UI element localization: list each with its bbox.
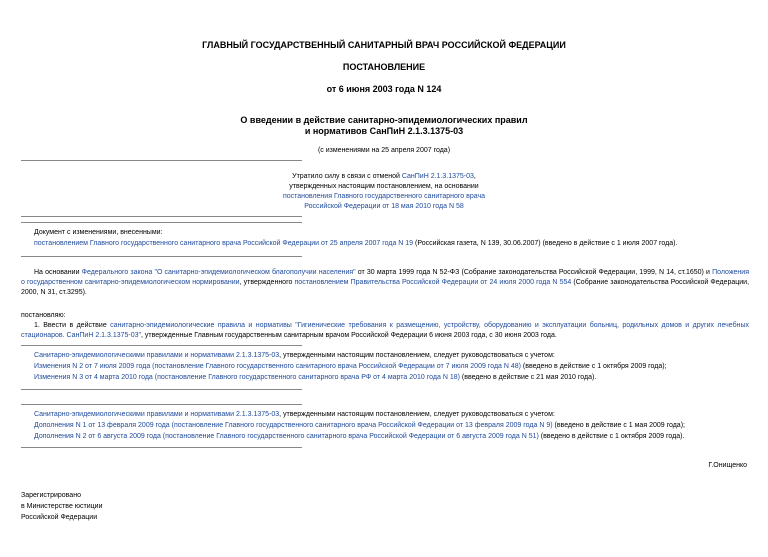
invalidation-line-1: [0, 172, 768, 182]
separator-rule: [21, 160, 302, 161]
changes-post-text: (Российская газета, N 139, 30.06.2007) (введено в действие с 1 июля 2007 года).: [413, 240, 678, 247]
basis-text: На основании: [34, 269, 82, 276]
decree-item-1: [21, 321, 749, 341]
separator-rule: [21, 345, 302, 346]
changes-label: Документ с изменениями, внесенными:: [34, 229, 163, 236]
amendment-3-link[interactable]: Изменения N 3 от 4 марта 2010 года (постановление Главного государственного санитарного врача РФ от 4 марта 2010 года N 18): [34, 374, 460, 381]
changes-line: [34, 239, 677, 249]
amendment-2-link[interactable]: Изменения N 2 от 7 июля 2009 года (постановление Главного государственного санитарного врача Российской Федерации от 7 июля 2009 года N 48): [34, 363, 521, 370]
note-text: (введено в действие с 1 октября 2009 года).: [538, 433, 685, 440]
separator-rule: [21, 222, 302, 223]
document-type: ПОСТАНОВЛЕНИЕ: [342, 62, 426, 72]
sanpin-link[interactable]: СанПиН 2.1.3.1375-03: [401, 173, 474, 180]
decree-item-text: , утвержденные Главным государственным санитарным врачом Российской Федерации 6 июня 2003 года, с 30 июня 2003 года.: [141, 332, 557, 339]
decree-label: постановляю:: [21, 312, 66, 319]
registration-line-1: Зарегистрировано: [21, 492, 81, 499]
document-date-number: от 6 июня 2003 года N 124: [326, 84, 442, 94]
note1-line-2: [34, 362, 667, 372]
separator-rule: [21, 216, 302, 217]
invalidation-decree-link-1[interactable]: постановления Главного государственного санитарного врача: [282, 193, 486, 200]
note1-line-1: [34, 351, 555, 361]
signature: Г.Онищенко: [708, 462, 747, 469]
note-text: (введено в действие с 1 мая 2009 года);: [552, 422, 685, 429]
note-text: (введено в действие с 1 октября 2009 года);: [520, 363, 667, 370]
note1-line-3: [34, 373, 596, 383]
note2-line-1: [34, 410, 555, 420]
separator-rule: [21, 389, 302, 390]
issuing-authority: ГЛАВНЫЙ ГОСУДАРСТВЕННЫЙ САНИТАРНЫЙ ВРАЧ РОССИЙСКОЙ ФЕДЕРАЦИИ: [202, 40, 566, 50]
separator-rule: [21, 256, 302, 257]
sanpin-rules-link[interactable]: Санитарно-эпидемиологическими правилами и нормативами 2.1.3.1375-03: [34, 411, 280, 418]
federal-law-link[interactable]: Федерального закона "О санитарно-эпидемиологическом благополучии населения": [81, 269, 356, 276]
note-text: , утвержденными настоящим постановлением, следует руководствоваться с учетом:: [279, 352, 555, 359]
document-title-line-2: и нормативов СанПиН 2.1.3.1375-03: [304, 126, 464, 136]
basis-paragraph: [21, 268, 749, 298]
regulation-link[interactable]: Положения о государственном санитарно-эпидемиологическом нормировании: [21, 269, 749, 286]
separator-rule: [21, 447, 302, 448]
basis-text: (Собрание законодательства Российской Федерации, 2000, N 31, ст.3295).: [21, 279, 750, 296]
note-text: (введено в действие с 21 мая 2010 года).: [459, 374, 597, 381]
note2-line-2: [34, 421, 685, 431]
separator-rule: [21, 404, 302, 405]
basis-text: , утвержденного: [239, 279, 295, 286]
amendments-note: (с изменениями на 25 апреля 2007 года): [317, 147, 451, 154]
invalidation-text: ,: [473, 173, 476, 180]
invalidation-decree-link-2[interactable]: Российской Федерации от 18 мая 2010 года N 58: [304, 203, 464, 210]
sanpin-rules-link[interactable]: Санитарно-эпидемиологическими правилами и нормативами 2.1.3.1375-03: [34, 352, 280, 359]
note-text: , утвержденными настоящим постановлением, следует руководствоваться с учетом:: [279, 411, 555, 418]
decree-item-text: 1. Ввести в действие: [34, 322, 111, 329]
government-decree-link[interactable]: постановлением Правительства Российской Федерации от 24 июля 2000 года N 554: [294, 279, 572, 286]
document-title-line-1: О введении в действие санитарно-эпидемиологических правил: [240, 115, 528, 125]
note2-line-3: [34, 432, 684, 442]
sanpin-rules-link[interactable]: санитарно-эпидемиологические правила и нормативы "Гигиенические требования к размещению, устройству, оборудованию и эксплуатации больниц, родильных домов и других лечебных стационаров. СанПиН 2.1.3.1375-03": [21, 322, 749, 339]
registration-line-3: Российской Федерации: [21, 514, 98, 521]
registration-line-2: в Министерстве юстиции: [21, 503, 103, 510]
invalidation-line-2: утвержденных настоящим постановлением, на основании: [289, 183, 479, 190]
invalidation-text: Утратило силу в связи с отменой: [292, 173, 402, 180]
supplement-1-link[interactable]: Дополнения N 1 от 13 февраля 2009 года (постановление Главного государственного санитарного врача Российской Федерации от 13 февраля 2009 года N 9): [34, 422, 553, 429]
changes-decree-link[interactable]: постановлением Главного государственного санитарного врача Российской Федерации от 25 апреля 2007 года N 19: [34, 240, 414, 247]
supplement-2-link[interactable]: Дополнения N 2 от 6 августа 2009 года (постановление Главного государственного санитарного врача Российской Федерации от 6 августа 2009 года N 51): [34, 433, 539, 440]
basis-text: от 30 марта 1999 года N 52-ФЗ (Собрание законодательства Российской Федерации, 1999, N 14, ст.1650) и: [355, 269, 713, 276]
